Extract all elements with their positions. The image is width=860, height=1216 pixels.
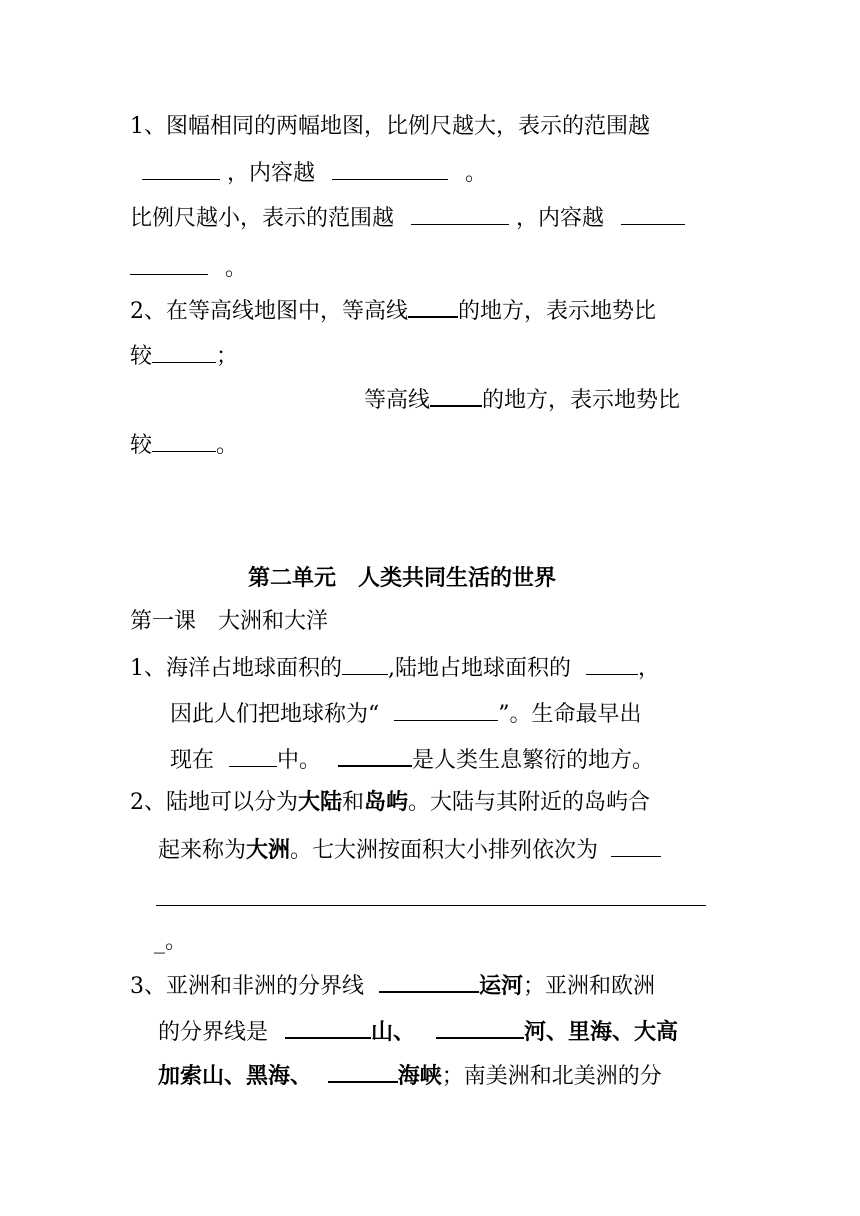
s2-q1-text5: 现在 [170,748,215,773]
s1-q1-text-content2: ，内容越 [516,206,605,231]
s1-q2-text: 2、在等高线地图中，等高线 [130,299,408,324]
s2-q1-line2 [170,698,642,730]
s2-q1-text: 1、海洋占地球面积的 [130,656,342,681]
s1-q1-period2: 。 [225,256,248,281]
s2-q3-text2: ；亚洲和欧洲 [523,974,656,999]
s2-q2-line2 [158,834,661,866]
blank-life-origin[interactable] [229,744,277,767]
blank-content-large[interactable] [332,157,448,180]
s1-q1-line3 [130,202,685,234]
term-island: 岛屿 [364,790,409,815]
s1-q1-period: 。 [465,161,488,186]
term-strait: 海峡 [397,1064,442,1089]
s2-q2-line4 [154,927,187,957]
s2-q3-line1 [130,969,655,1002]
blank-content-small-a[interactable] [621,202,685,225]
blank-ural-river[interactable] [436,1015,524,1039]
blank-human-home[interactable] [338,743,412,767]
s2-q2-and: 和 [342,790,365,815]
s1-q2-text4: 等高线 [364,388,431,413]
s1-q1-line1 [130,112,650,142]
s2-q1-text2: ,陆地占地球面积的 [388,656,571,681]
term-caucasus-blacksea: 加索山、黑海、 [158,1064,313,1089]
blank-steep[interactable] [152,340,216,363]
s2-q3-text3: 的分界线是 [158,1020,269,1045]
blank-dense[interactable] [408,294,458,318]
term-continent: 大陆 [298,790,343,815]
s2-q1-text4: ”。生命最早出 [498,702,642,727]
unit-title-text: 第二单元 人类共同生活的世界 [248,566,557,591]
term-continents: 大洲 [246,838,291,863]
blank-continent-order-a[interactable] [611,834,661,857]
blank-land-ratio[interactable] [586,652,638,675]
s1-q2-text2: 的地方，表示地势比 [458,299,657,324]
s2-q1-text7: 是人类生息繁衍的地方。 [412,748,655,773]
s2-q2-text: 2、陆地可以分为 [130,790,298,815]
blank-range-large[interactable] [142,157,220,180]
s2-q3-line3 [158,1059,662,1092]
blank-range-small[interactable] [411,202,509,225]
blank-gentle[interactable] [152,429,216,452]
s1-q2-text6: 较 [130,433,153,458]
s2-q1-text3: 因此人们把地球称为“ [170,702,380,727]
s1-q1-text: 1、图幅相同的两幅地图，比例尺越大，表示的范围越 [130,114,650,139]
s2-q3-text4: ；南美洲和北美洲的分 [441,1064,662,1089]
blank-earth-name[interactable] [394,698,498,721]
s2-q3-text: 3、亚洲和非洲的分界线 [130,974,364,999]
s2-q2-end: _。 [154,929,188,954]
s1-q2-line2 [130,340,238,372]
s1-q2-text5: 的地方，表示地势比 [482,388,681,413]
s1-q1-line2 [142,157,487,189]
blank-ural-mountains[interactable] [285,1015,371,1039]
unit-title [248,564,556,594]
term-canal: 运河 [479,974,524,999]
s1-q2-period: 。 [216,433,239,458]
s1-q2-semicolon: ； [216,344,239,369]
s1-q2-line4 [130,429,238,461]
blank-sparse[interactable] [430,383,482,407]
s2-q2-text2: 。大陆与其附近的岛屿合 [408,790,651,815]
term-mountain: 山、 [371,1020,416,1045]
s1-q1-text-content: ，内容越 [227,161,316,186]
s2-q1-text6: 中。 [277,748,322,773]
blank-strait[interactable] [328,1059,398,1083]
term-river-caspian: 河、里海、大高 [524,1020,679,1045]
blank-continent-order-b[interactable] [156,905,706,906]
s2-q1-comma: ， [638,656,661,681]
s1-q1-text-small: 比例尺越小，表示的范围越 [130,206,395,231]
s2-q2-text4: 。七大洲按面积大小排列依次为 [290,838,599,863]
s2-q3-line2 [158,1015,678,1048]
s1-q2-text3: 较 [130,344,153,369]
lesson-title-text: 第一课 大洲和大洋 [130,609,329,634]
s2-q1-line3 [170,743,654,776]
s2-q2-line1 [130,788,650,818]
blank-content-small-b[interactable] [130,252,208,275]
s1-q2-line1 [130,294,656,327]
blank-suez[interactable] [379,969,479,993]
s2-q1-line1 [130,652,660,684]
lesson-title [130,607,328,637]
s1-q2-line3 [364,383,680,416]
s2-q2-text3: 起来称为 [158,838,247,863]
blank-ocean-ratio[interactable] [342,652,388,675]
s1-q1-line4 [130,252,247,284]
